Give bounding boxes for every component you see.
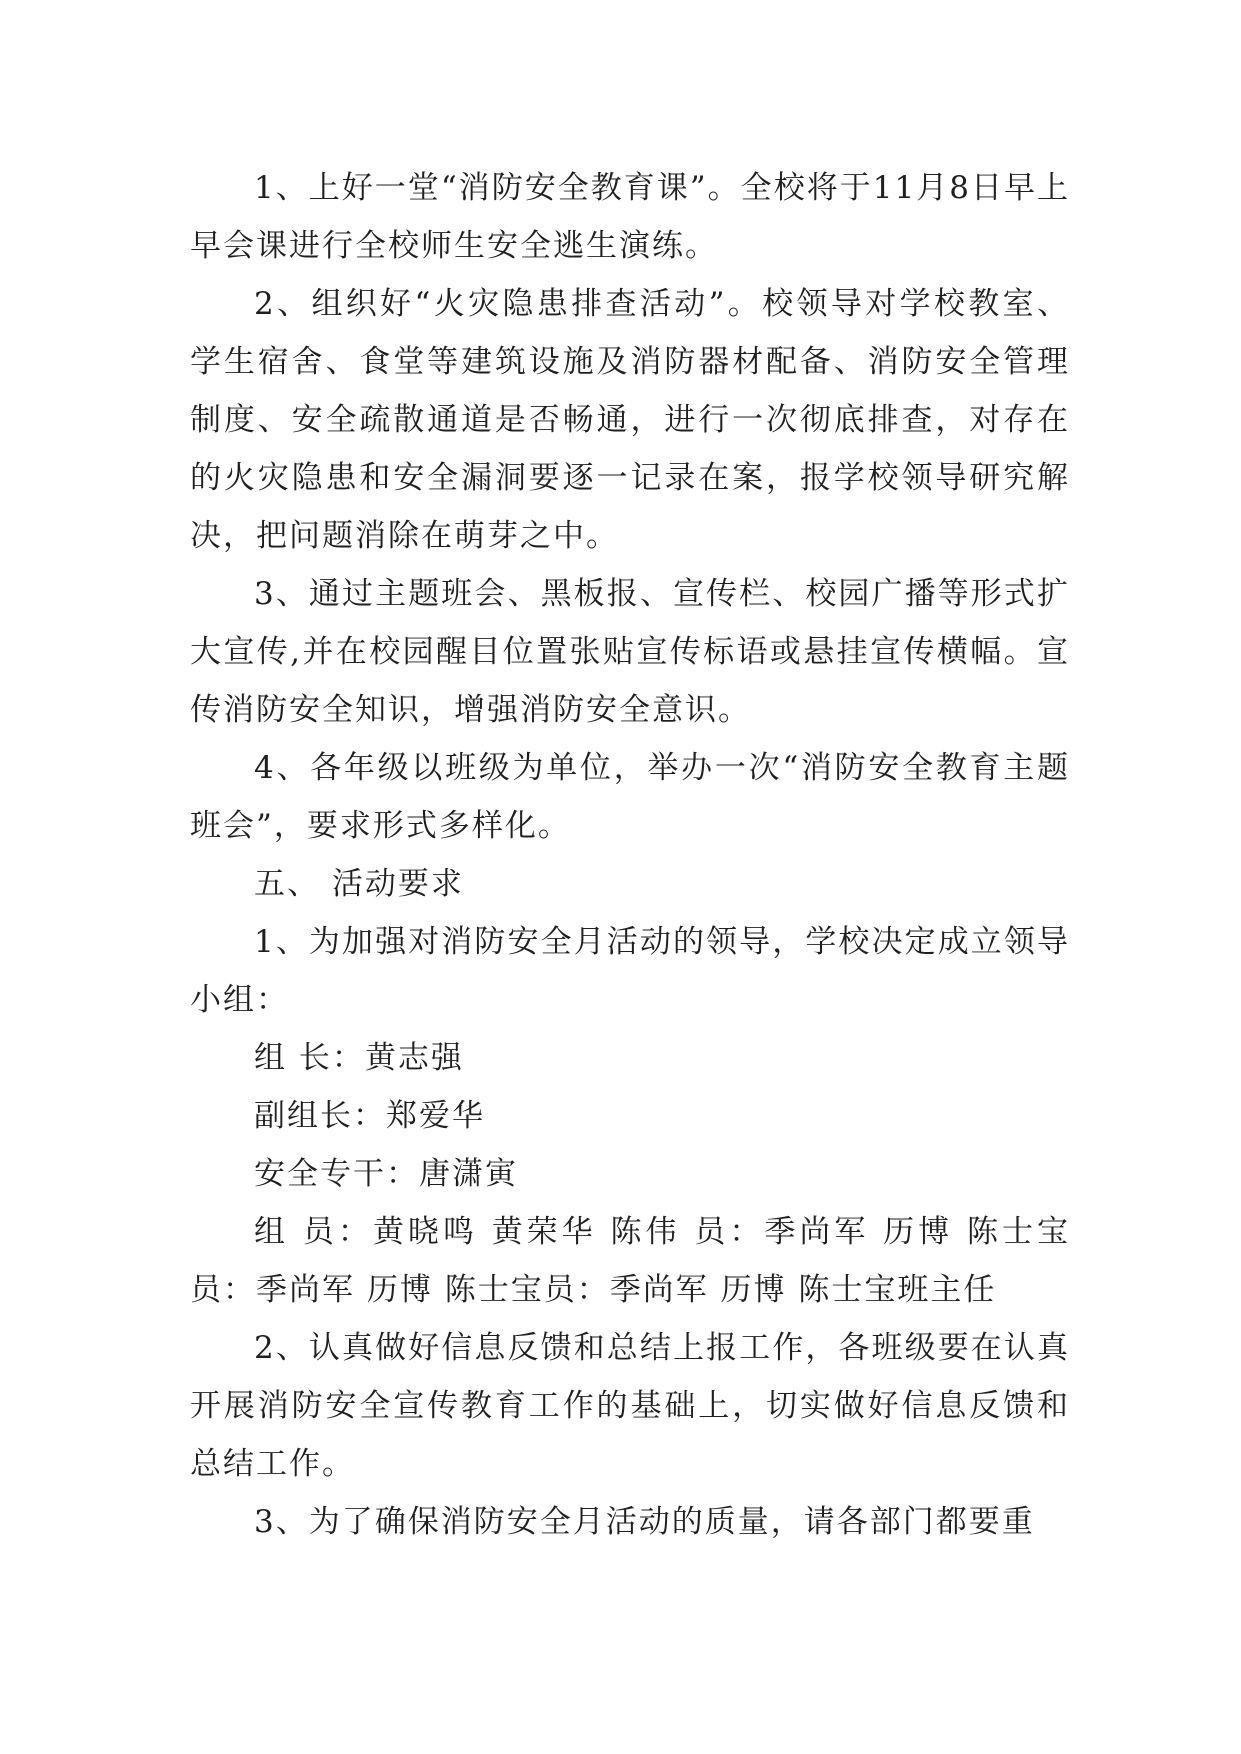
group-leader: 组 长：黄志强 [254, 1040, 464, 1076]
paragraph-5: 1、为加强对消防安全月活动的领导，学校决定成立领导小组： [190, 924, 1070, 1018]
paragraph-2: 2、组织好“火灾隐患排查活动”。校领导对学校教室、学生宿舍、食堂等建筑设施及消防器材配备、消防安全管理制度、安全疏散通道是否畅通，进行一次彻底排查，对存在的火灾隐患和安全漏洞要逐一记录在案，报学校领导研究解决，把问题消除在萌芽之中。 [190, 286, 1070, 554]
deputy-leader: 副组长：郑爱华 [254, 1098, 485, 1134]
paragraph-4: 4、各年级以班级为单位，举办一次“消防安全教育主题班会”，要求形式多样化。 [190, 750, 1070, 844]
paragraph-6: 2、认真做好信息反馈和总结上报工作，各班级要在认真开展消防安全宣传教育工作的基础上，切实做好信息反馈和总结工作。 [190, 1330, 1070, 1482]
group-members: 组 员：黄晓鸣 黄荣华 陈伟 员：季尚军 历博 陈士宝员：季尚军 历博 陈士宝员：季尚军 历博 陈士宝班主任 [190, 1214, 1070, 1308]
paragraph-7: 3、为了确保消防安全月活动的质量，请各部门都要重 [254, 1504, 1035, 1540]
paragraph-3: 3、通过主题班会、黑板报、宣传栏、校园广播等形式扩大宣传,并在校园醒目位置张贴宣传标语或悬挂宣传横幅。宣传消防安全知识，增强消防安全意识。 [190, 576, 1070, 728]
document-body [190, 159, 1070, 1551]
paragraph-1: 1、上好一堂“消防安全教育课”。全校将于11月8日早上早会课进行全校师生安全逃生演练。 [190, 170, 1070, 264]
section-heading: 五、 活动要求 [254, 866, 464, 902]
safety-officer: 安全专干：唐潇寅 [254, 1156, 518, 1192]
